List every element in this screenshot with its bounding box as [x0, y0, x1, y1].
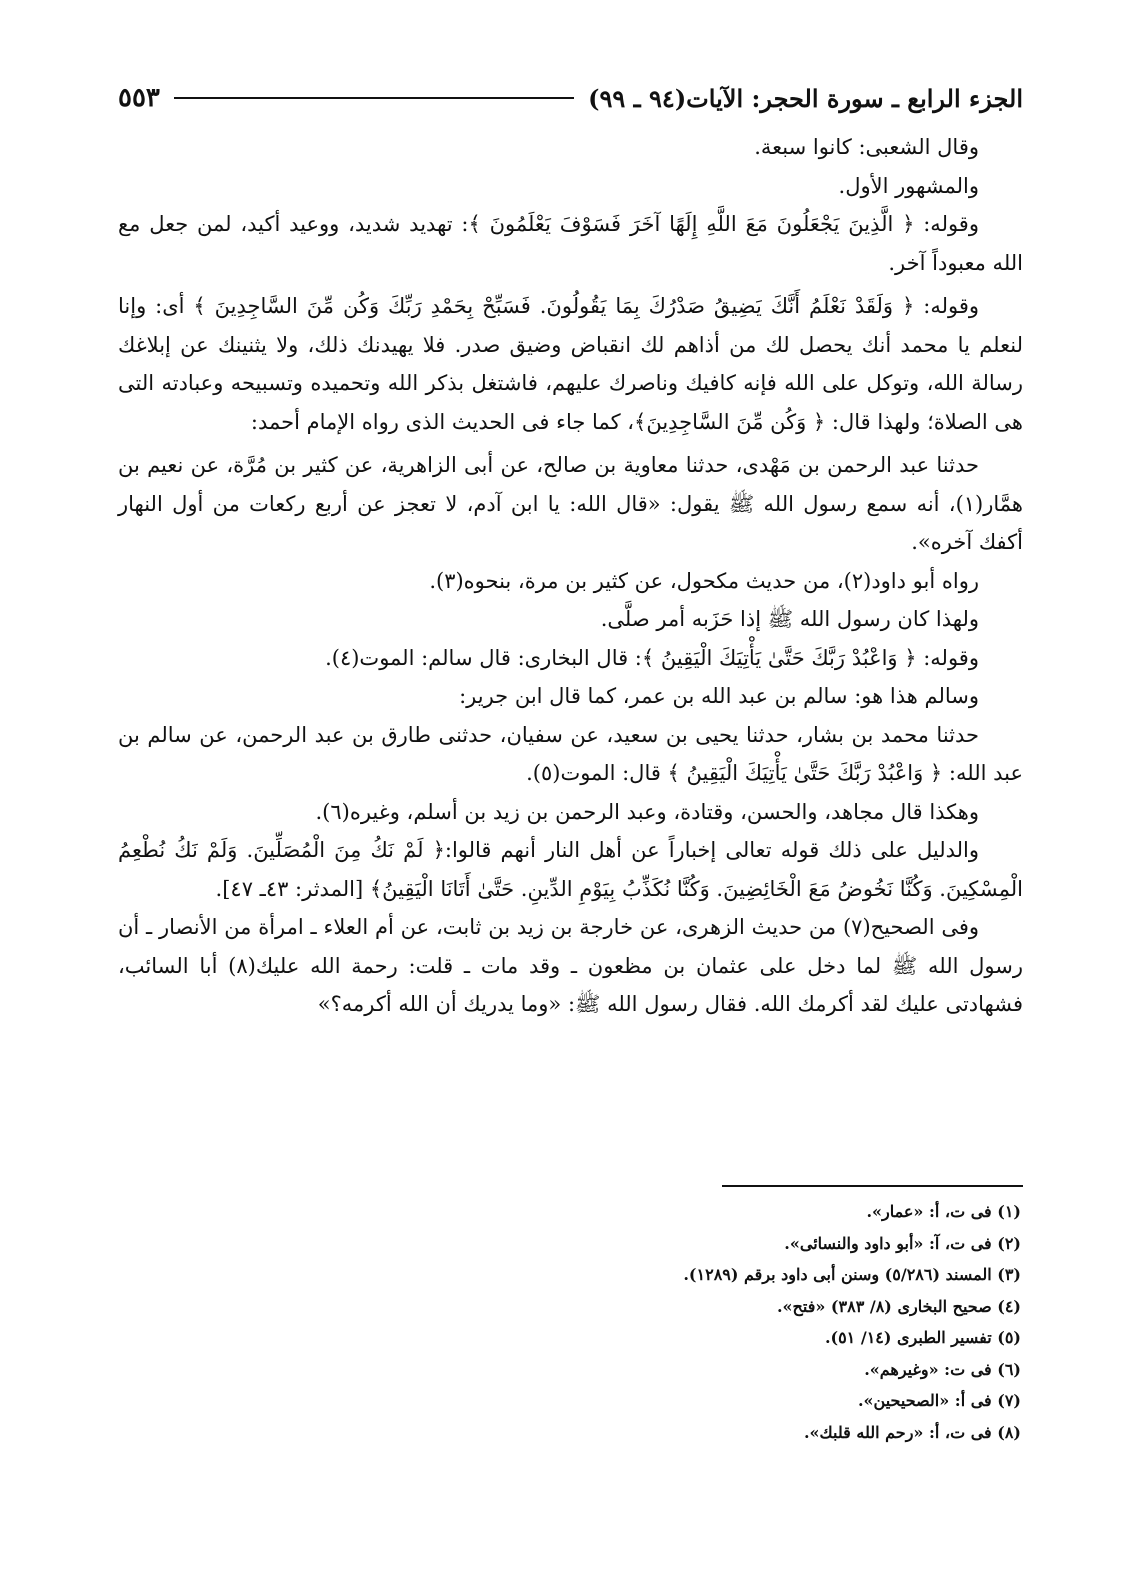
paragraph: حدثنا عبد الرحمن بن مَهْدى، حدثنا معاوية بن صالح، عن أبى الزاهرية، عن كثير بن مُرَّة، عن نعيم بن همَّار(١)، أنه سمع رسول الله ﷺ يقول: «قال الله: يا ابن آدم، لا تعجز عن أربع ركعات من أول النهار أكفك آخره». — [118, 453, 1023, 554]
footnote: (٦) فى ت: «وغيرهم». — [864, 1359, 1021, 1379]
paragraph: وقال الشعبى: كانوا سبعة. — [754, 135, 979, 159]
header-rule — [174, 97, 574, 99]
footnote: (٧) فى أ: «الصحيحين». — [857, 1391, 1021, 1410]
paragraph: وقوله: ﴿ الَّذِينَ يَجْعَلُونَ مَعَ اللَّهِ إِلَهًا آخَرَ فَسَوْفَ يَعْلَمُونَ ﴾: تهديد شديد، ووعيد أكيد، لمن جعل مع الله معبوداً آخر. — [118, 212, 1023, 275]
paragraph: وقوله: ﴿ وَاعْبُدْ رَبَّكَ حَتَّىٰ يَأْتِيَكَ الْيَقِينُ ﴾: قال البخارى: قال سالم: الموت(٤). — [325, 645, 979, 670]
page-number: ٥٥٣ — [118, 83, 160, 113]
paragraph: وهكذا قال مجاهد، والحسن، وقتادة، وعبد الرحمن بن زيد بن أسلم، وغيره(٦). — [315, 799, 979, 824]
paragraph: رواه أبو داود(٢)، من حديث مكحول، عن كثير بن مرة، بنحوه(٣). — [429, 568, 979, 593]
footnote: (٥) تفسير الطبرى (١٤/ ٥١). — [824, 1328, 1021, 1347]
paragraph: وسالم هذا هو: سالم بن عبد الله بن عمر، كما قال ابن جرير: — [459, 684, 979, 708]
footnote: (٢) فى ت، آ: «أبو داود والنسائى». — [784, 1233, 1021, 1253]
paragraph: والدليل على ذلك قوله تعالى إخباراً عن أهل النار أنهم قالوا:﴿ لَمْ نَكُ مِنَ الْمُصَلِّينَ. وَلَمْ نَكُ نُطْعِمُ الْمِسْكِينَ. وَكُنَّا نَخُوضُ مَعَ الْخَائِضِينَ. وَكُنَّا نُكَذِّبُ بِيَوْمِ الدِّينِ. حَتَّىٰ أَتَانَا الْيَقِينُ﴾ [المدثر: ٤٣ـ ٤٧]. — [118, 838, 1023, 901]
footnote: (٤) صحيح البخارى (٨/ ٣٨٣) «فتح». — [776, 1296, 1021, 1316]
header-title: الجزء الرابع ـ سورة الحجر: الآيات(٩٤ ـ ٩٩) — [588, 83, 1023, 113]
paragraph: ولهذا كان رسول الله ﷺ إذا حَزَبه أمر صلَّى. — [600, 607, 979, 631]
main-text — [118, 128, 1023, 1024]
paragraph: حدثنا محمد بن بشار، حدثنا يحيى بن سعيد، عن سفيان، حدثنى طارق بن عبد الرحمن، عن سالم بن عبد الله: ﴿ وَاعْبُدْ رَبَّكَ حَتَّىٰ يَأْتِيَكَ الْيَقِينُ ﴾ قال: الموت(٥). — [118, 722, 1023, 785]
paragraph: وقوله: ﴿ وَلَقَدْ نَعْلَمُ أَنَّكَ يَضِيقُ صَدْرُكَ بِمَا يَقُولُونَ. فَسَبِّحْ بِحَمْدِ رَبِّكَ وَكُن مِّنَ السَّاجِدِينَ ﴾ أى: وإنا لنعلم يا محمد أنك يحصل لك من أذاهم لك انقباض وضيق صدر. فلا يهيدنك ذلك، ولا يثنينك عن إبلاغك رسالة الله، وتوكل على الله فإنه كافيك وناصرك عليهم، فاشتغل بذكر الله وتحميده وتسبيحه وعبادته التى هى الصلاة؛ ولهذا قال: ﴿ وَكُن مِّنَ السَّاجِدِينَ﴾، كما جاء فى الحديث الذى رواه الإمام أحمد: — [118, 294, 1023, 434]
paragraph: وفى الصحيح(٧) من حديث الزهرى، عن خارجة بن زيد بن ثابت، عن أم العلاء ـ امرأة من الأنصار ـ أن رسول الله ﷺ لما دخل على عثمان بن مظعون ـ وقد مات ـ قلت: رحمة الله عليك(٨) أبا السائب، فشهادتى عليك لقد أكرمك الله. فقال رسول الله ﷺ: «وما يدريك أن الله أكرمه؟» — [118, 915, 1023, 1016]
running-header — [118, 78, 1023, 118]
footnote-rule — [722, 1185, 1023, 1187]
paragraph: والمشهور الأول. — [838, 173, 979, 198]
footnote: (٨) فى ت، أ: «رحم الله قلبك». — [803, 1422, 1021, 1442]
footnote: (١) فى ت، أ: «عمار». — [866, 1202, 1021, 1221]
footnotes — [118, 1196, 1023, 1448]
footnote: (٣) المسند (٥/٢٨٦) وسنن أبى داود برقم (١٢٨٩). — [683, 1265, 1021, 1284]
